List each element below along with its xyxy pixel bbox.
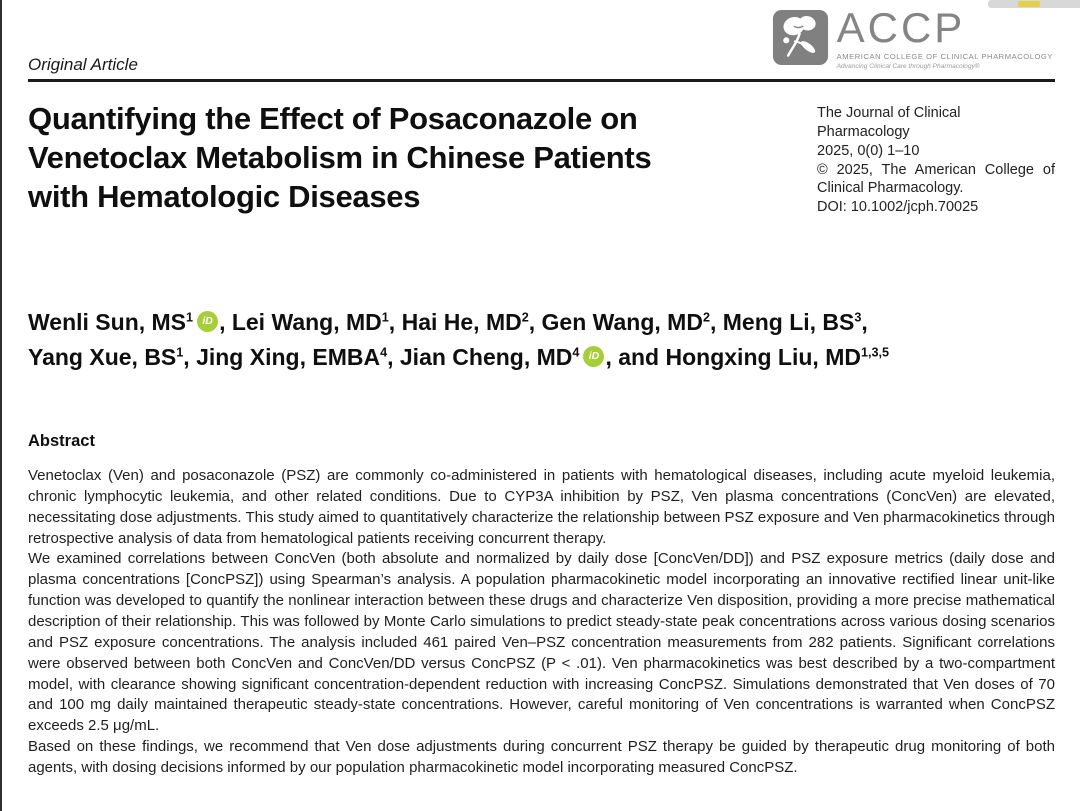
author-name: Yang Xue, $BS^1$ <box>28 343 184 370</box>
masthead <box>28 0 1055 79</box>
author-affiliation-superscript: 1 <box>381 310 389 325</box>
author-name: Jian Cheng, $MD^4$ <box>399 343 580 370</box>
article-title-line: with Hematologic Diseases <box>28 179 421 215</box>
accp-logo-text <box>836 4 1053 70</box>
author-name: and Hongxing Liu, MD$^{1,3,5}$ <box>618 343 890 370</box>
journal-copyright: © 2025, The American College of Clinical Pharmacology. <box>817 161 1055 197</box>
author-affiliation-superscript: 4 <box>572 344 580 359</box>
title-block <box>28 99 1055 217</box>
author-affiliation-superscript: 1 <box>176 344 184 359</box>
author-name: Wenli Sun, $MS^1$ <box>28 309 194 336</box>
abstract-paragraph: Venetoclax (Ven) and posaconazole (PSZ) are commonly co-administered in patients with hematological diseases, including acute myeloid leukemia, chronic lymphocytic leukemia, and other related conditions. Due to CYP3A inhibition by PSZ, Ven plasma concentrations (ConcVen) are elevated, necessitating dose adjustments. This study aimed to quantitatively characterize the relationship between PSZ exposure and Ven pharmacokinetics through retrospective analysis of data from hematological patients receiving concurrent therapy. <box>28 467 1055 547</box>
author-name: Lei Wang, $MD^1$ <box>231 309 389 336</box>
orcid-id-icon[interactable]: iD <box>583 346 604 367</box>
author-affiliation-superscript: 2 <box>702 310 710 325</box>
abstract-section <box>28 432 1055 779</box>
abstract-body <box>28 466 1055 779</box>
accp-org-name: AMERICAN COLLEGE OF CLINICAL PHARMACOLOGY <box>836 52 1053 61</box>
article-title-line: Venetoclax Metabolism in Chinese Patients <box>28 140 652 176</box>
author-name: Hai He, $MD^2$ <box>401 309 529 336</box>
accp-acronym: ACCP <box>836 4 966 51</box>
accp-flower-icon <box>772 9 829 66</box>
author-name: Jing Xing, EMBA$^4$ <box>196 343 388 370</box>
journal-name: The Journal of Clinical Pharmacology <box>817 105 961 140</box>
journal-citation-block <box>817 104 1055 217</box>
article-type-label: Original Article <box>28 55 138 74</box>
author-name: Meng Li, $BS^3$ <box>722 309 862 336</box>
author-affiliation-superscript: 4 <box>380 344 388 359</box>
author-affiliation-superscript: 2 <box>521 310 529 325</box>
journal-doi: DOI: 10.1002/jcph.70025 <box>817 199 979 216</box>
orcid-id-icon[interactable]: iD <box>197 311 218 332</box>
article-title <box>28 99 651 217</box>
abstract-paragraph: We examined correlations between ConcVen (both absolute and normalized by daily dose [ConcVen/DD]) and PSZ exposure metrics (daily dose and plasma concentrations [ConcPSZ]) using Spearman’s analysis. A population pharmacokinetic model incorporating an innovative rectified linear unit-like function was developed to quantify the nonlinear interaction between these drugs and characterize Ven disposition, providing a more precise mathematical description of their relationship. This was followed by Monte Carlo simulations to predict steady-state peak concentrations across various dosing scenarios and PSZ exposure concentrations. The analysis included 461 paired Ven–PSZ concentration measurements from 282 patients. Significant correlations were observed between both ConcVen and ConcVen/DD versus ConcPSZ (P < .01). Ven pharmacokinetics was best described by a two-compartment model, with clearance showing significant concentration-dependent reduction with increasing ConcPSZ. Simulations demonstrated that Ven doses of 70 and 100 mg daily maintained therapeutic steady-state concentrations. However, careful monitoring of Ven concentrations is warranted when ConcPSZ exceeds 2.5 μg/mL. <box>28 550 1055 735</box>
author-name: Gen Wang, $MD^2$ <box>541 309 710 336</box>
abstract-heading: Abstract <box>28 432 95 451</box>
page-edge-line <box>0 0 2 811</box>
author-list: Wenli Sun, $MS^1$ iD , Lei Wang, $MD^1$, Hai He, $MD^2$, Gen Wang, $MD^2$, Meng Li, $BS^3$, Yang Xue, $BS^1$, Jing Xing, EMBA$^4$, Jian Cheng, $MD^4$ iD , and Hongxing Liu, MD$^{1,3,5}$ <box>28 309 890 370</box>
abstract-paragraph: Based on these findings, we recommend that Ven dose adjustments during concurrent PSZ therapy be guided by therapeutic drug monitoring of both agents, with dosing decisions informed by our population pharmacokinetic model incorporating measured ConcPSZ. <box>28 738 1055 776</box>
article-title-line: Quantifying the Effect of Posaconazole on <box>28 101 638 136</box>
masthead-divider <box>28 79 1055 82</box>
accp-logo <box>772 4 1053 70</box>
author-affiliation-superscript: 3 <box>854 310 862 325</box>
author-affiliation-superscript: 1,3,5 <box>860 344 890 359</box>
author-affiliation-superscript: 1 <box>186 310 194 325</box>
journal-issue: 2025, 0(0) 1–10 <box>817 142 920 159</box>
accp-tagline: Advancing Clinical Care through Pharmacology® <box>836 62 980 70</box>
